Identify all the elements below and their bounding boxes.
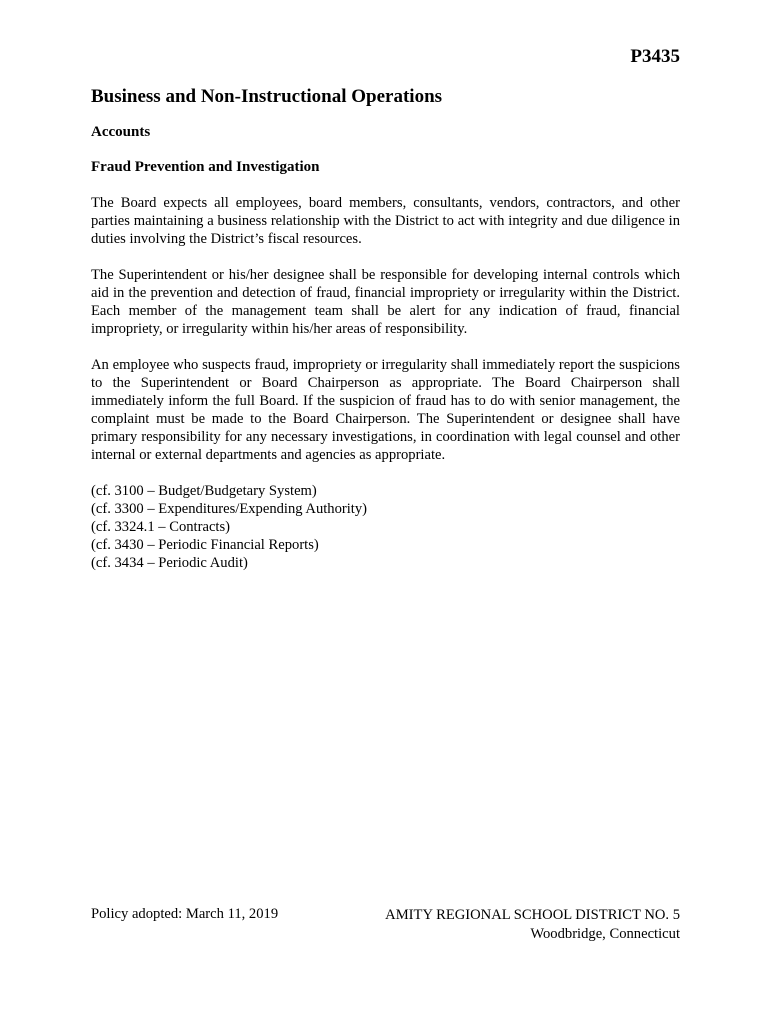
cross-reference: (cf. 3300 – Expenditures/Expending Authority) [91,501,368,517]
cross-reference: (cf. 3324.1 – Contracts) [91,519,231,535]
section-heading: Accounts [91,124,151,140]
body-paragraph: The Board expects all employees, board members, consultants, vendors, contractors, and other parties maintaining a business relationship with the District to act with integrity and due diligence in duties involving the District’s fiscal resources. [91,195,680,247]
document-title: Business and Non-Instructional Operations [91,86,443,107]
district-location: Woodbridge, Connecticut [530,926,680,942]
subsection-heading: Fraud Prevention and Investigation [91,159,320,175]
cross-reference: (cf. 3100 – Budget/Budgetary System) [91,483,317,499]
body-paragraph: An employee who suspects fraud, impropriety or irregularity shall immediately report the suspicions to the Superintendent or Board Chairperson as appropriate. The Board Chairperson shall immediately inform the full Board. If the suspicion of fraud has to do with senior management, the complaint must be made to the Board Chairperson. The Superintendent or designee shall have primary responsibility for any necessary investigations, in coordination with legal counsel and other internal or external departments and agencies as appropriate. [91,357,680,463]
policy-body [91,194,680,572]
cross-reference-list [91,482,680,572]
district-name: AMITY REGIONAL SCHOOL DISTRICT NO. 5 [385,907,680,923]
district-info [385,906,680,944]
adoption-date: Policy adopted: March 11, 2019 [91,906,279,922]
cross-reference: (cf. 3430 – Periodic Financial Reports) [91,537,319,553]
policy-number: P3435 [630,46,680,67]
cross-reference: (cf. 3434 – Periodic Audit) [91,555,248,571]
body-paragraph: The Superintendent or his/her designee shall be responsible for developing internal controls which aid in the prevention and detection of fraud, financial impropriety or irregularity within the District. Each member of the management team shall be alert for any indication of fraud, financial impropriety, or irregularity within his/her areas of responsibility. [91,267,680,337]
